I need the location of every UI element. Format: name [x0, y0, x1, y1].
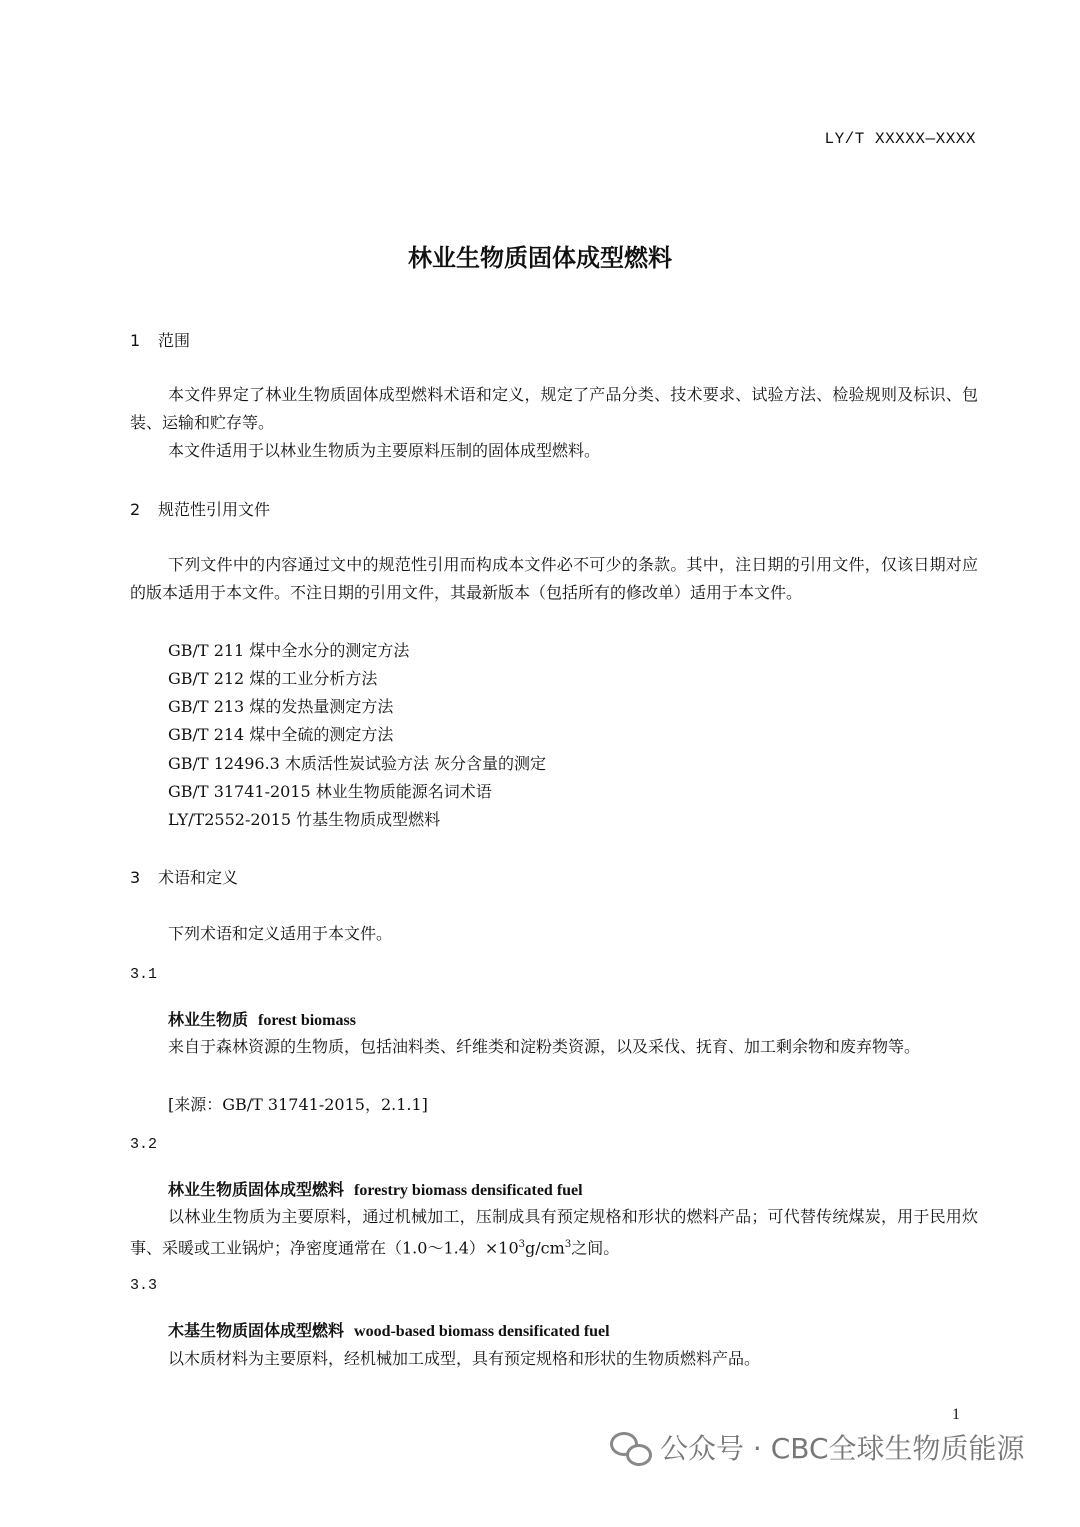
term-heading [168, 1007, 356, 1030]
term-zh: 木基生物质固体成型燃料 [168, 1321, 345, 1340]
term-en: forestry biomass densificated fuel [354, 1182, 583, 1199]
section-2-heading [130, 497, 270, 520]
page-number: 1 [952, 1406, 960, 1423]
term-heading [168, 1318, 610, 1341]
term-definition [130, 1203, 978, 1262]
definition-unit: g/cm [525, 1238, 565, 1258]
section-number: 3 [130, 868, 141, 887]
section-title: 术语和定义 [158, 868, 239, 887]
reference-item: GB/T 214 煤中全硫的测定方法 [168, 725, 394, 744]
definition-text: 以林业生物质为主要原料，通过机械加工，压制成具有预定规格和形状的燃料产品；可代替传统煤炭，用于民用炊事、采暖或工业锅炉；净密度通常在（1.0～1.4）×10 [130, 1207, 978, 1258]
reference-item: GB/T 211 煤中全水分的测定方法 [168, 641, 410, 660]
clause-number: 3.3 [130, 1277, 158, 1294]
term-source: [来源：GB/T 31741-2015，2.1.1] [168, 1095, 428, 1114]
term-definition: 来自于森林资源的生物质，包括油料类、纤维类和淀粉类资源，以及采伐、抚育、加工剩余物和废弃物等。 [168, 1037, 921, 1056]
reference-item: LY/T2552-2015 竹基生物质成型燃料 [168, 810, 441, 829]
term-definition: 以木质材料为主要原料，经机械加工成型，具有预定规格和形状的生物质燃料产品。 [168, 1349, 761, 1368]
definition-text: 之间。 [571, 1238, 620, 1258]
section-title: 范围 [158, 331, 191, 350]
section-number: 1 [130, 331, 141, 350]
wechat-icon [610, 1430, 652, 1464]
clause-number: 3.2 [130, 1136, 158, 1153]
watermark-footer [610, 1427, 1025, 1467]
superscript: 3 [564, 1239, 572, 1250]
section-3-heading [130, 865, 238, 888]
document-title: 林业生物质固体成型燃料 [408, 244, 672, 272]
superscript: 3 [518, 1239, 526, 1250]
section-1-paragraph-1: 本文件界定了林业生物质固体成型燃料术语和定义，规定了产品分类、技术要求、试验方法、检验规则及标识、包装、运输和贮存等。 [130, 385, 978, 432]
section-title: 规范性引用文件 [158, 500, 271, 519]
document-code: LY/T XXXXX—XXXX [824, 130, 976, 148]
term-zh: 林业生物质固体成型燃料 [168, 1180, 345, 1199]
section-2-paragraph: 下列文件中的内容通过文中的规范性引用而构成本文件必不可少的条款。其中，注日期的引用文件，仅该日期对应的版本适用于本文件。不注日期的引用文件，其最新版本（包括所有的修改单）适用于本文件。 [130, 555, 978, 602]
section-1-heading [130, 328, 190, 351]
section-3-intro: 下列术语和定义适用于本文件。 [168, 924, 393, 943]
term-en: forest biomass [258, 1012, 356, 1029]
term-heading [168, 1177, 583, 1200]
reference-item: GB/T 213 煤的发热量测定方法 [168, 697, 394, 716]
term-zh: 林业生物质 [168, 1010, 249, 1029]
section-number: 2 [130, 500, 141, 519]
term-en: wood-based biomass densificated fuel [354, 1323, 610, 1340]
section-1-paragraph-2: 本文件适用于以林业生物质为主要原料压制的固体成型燃料。 [168, 441, 601, 460]
clause-number: 3.1 [130, 966, 158, 983]
reference-item: GB/T 212 煤的工业分析方法 [168, 669, 378, 688]
reference-item: GB/T 12496.3 木质活性炭试验方法 灰分含量的测定 [168, 754, 547, 773]
account-name: 公众号 · CBC全球生物质能源 [660, 1432, 1025, 1465]
reference-item: GB/T 31741-2015 林业生物质能源名词术语 [168, 782, 492, 801]
